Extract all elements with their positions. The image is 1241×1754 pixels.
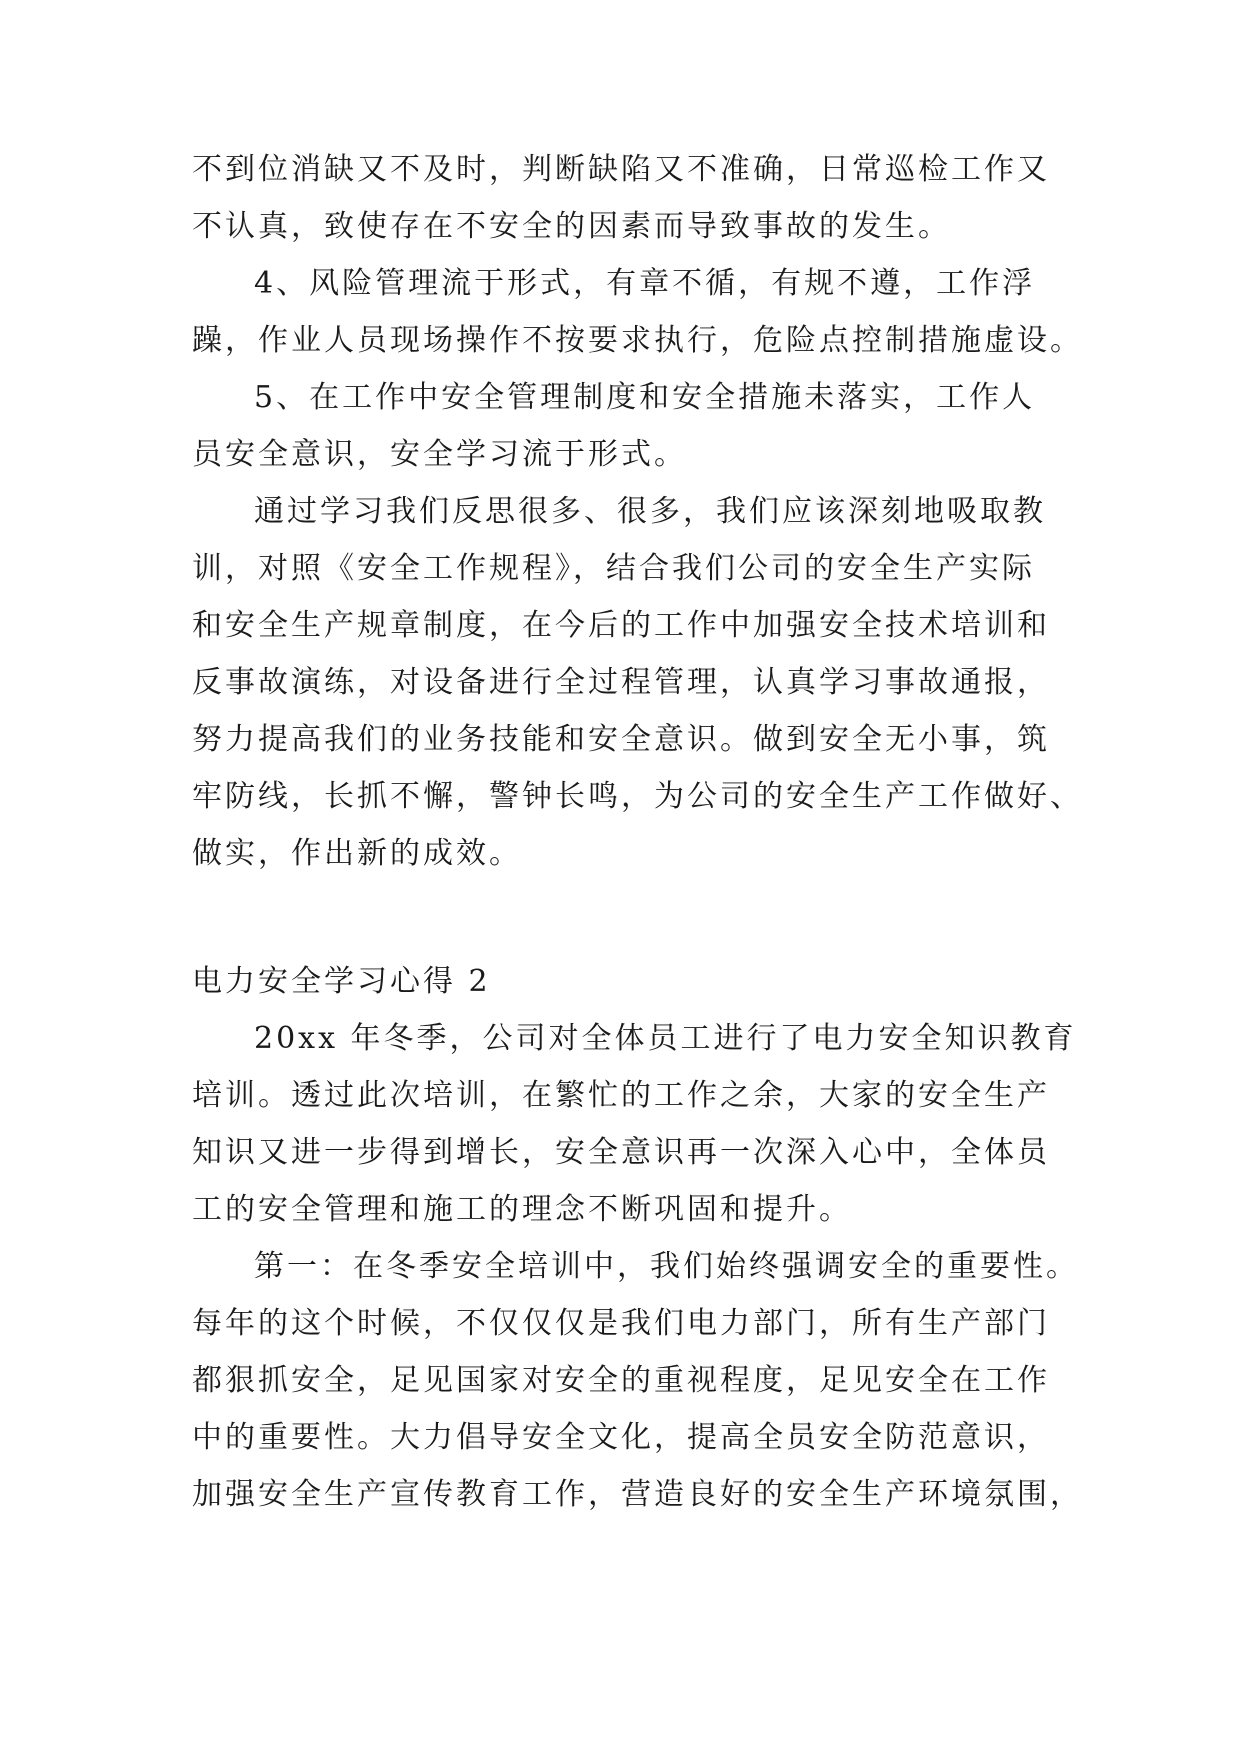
text-line: 中的重要性。大力倡导安全文化，提高全员安全防范意识， <box>192 1420 1050 1455</box>
text-line: 都狠抓安全，足见国家对安全的重视程度，足见安全在工作 <box>192 1363 1050 1398</box>
text-line: 牢防线，长抓不懈，警钟长鸣，为公司的安全生产工作做好、 <box>192 779 1083 814</box>
paragraph-start-line: 5、在工作中安全管理制度和安全措施未落实，工作人 <box>254 380 1036 415</box>
paragraph-start-line: 通过学习我们反思很多、很多，我们应该深刻地吸取教 <box>254 494 1046 529</box>
text-line: 加强安全生产宣传教育工作，营造良好的安全生产环境氛围， <box>192 1477 1083 1512</box>
text-line: 反事故演练，对设备进行全过程管理，认真学习事故通报， <box>192 665 1050 700</box>
text-line: 员安全意识，安全学习流于形式。 <box>192 437 687 472</box>
paragraph-start-line: 20xx 年冬季，公司对全体员工进行了电力安全知识教育 <box>254 1021 1077 1056</box>
text-line: 训，对照《安全工作规程》，结合我们公司的安全生产实际 <box>192 551 1035 586</box>
text-line: 每年的这个时候，不仅仅仅是我们电力部门，所有生产部门 <box>192 1306 1050 1341</box>
text-line: 躁，作业人员现场操作不按要求执行，危险点控制措施虚设。 <box>192 323 1083 358</box>
paragraph-start-line: 第一：在冬季安全培训中，我们始终强调安全的重要性。 <box>254 1249 1079 1284</box>
text-line: 工的安全管理和施工的理念不断巩固和提升。 <box>192 1192 852 1227</box>
text-line: 做实，作出新的成效。 <box>192 836 522 871</box>
text-line: 培训。透过此次培训，在繁忙的工作之余，大家的安全生产 <box>192 1078 1050 1113</box>
text-line: 和安全生产规章制度，在今后的工作中加强安全技术培训和 <box>192 608 1050 643</box>
text-line: 不认真，致使存在不安全的因素而导致事故的发生。 <box>192 209 951 244</box>
paragraph-start-line: 4、风险管理流于形式，有章不循，有规不遵，工作浮 <box>254 266 1036 301</box>
section-heading: 电力安全学习心得 2 <box>192 964 491 999</box>
text-line: 不到位消缺又不及时，判断缺陷又不准确，日常巡检工作又 <box>192 152 1050 187</box>
text-line: 努力提高我们的业务技能和安全意识。做到安全无小事，筑 <box>192 722 1050 757</box>
text-line: 知识又进一步得到增长，安全意识再一次深入心中，全体员 <box>192 1135 1050 1170</box>
